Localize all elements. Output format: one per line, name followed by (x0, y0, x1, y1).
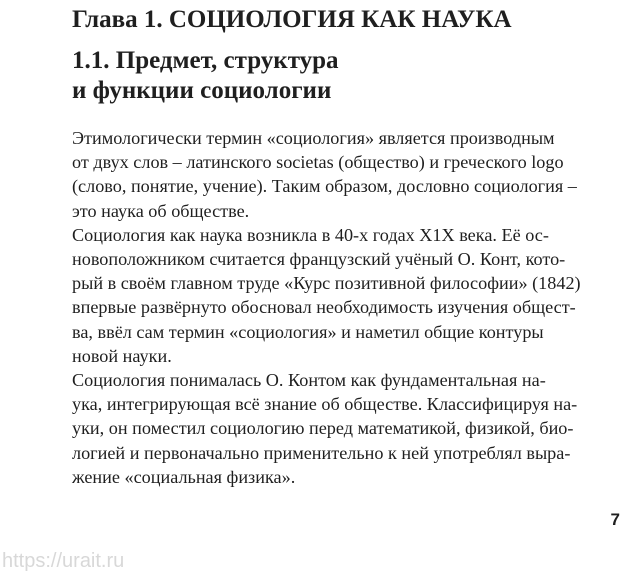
text-line: рый в своём главном труде «Курс позитивной философии» (1842) (72, 273, 581, 294)
text-line: это наука об обществе. (72, 200, 250, 221)
text-line: впервые развёрнуто обосновал необходимость изучения общест- (72, 297, 576, 318)
text-line: новоположником считается французский учёный О. Конт, кото- (72, 249, 566, 270)
text-line: Этимологически термин «социология» является производным (72, 128, 555, 148)
body-text (72, 126, 627, 489)
text-line: новой науки. (72, 345, 172, 366)
chapter-title: Глава 1. СОЦИОЛОГИЯ КАК НАУКА (72, 6, 512, 33)
paragraph-history (72, 223, 627, 368)
text-line: Социология как наука возникла в 40-х годах Х1Х века. Её ос- (72, 224, 549, 245)
section-title (72, 46, 339, 106)
paragraph-comte (72, 368, 627, 489)
text-line: от двух слов – латинского societas (общество) и греческого logo (72, 152, 564, 173)
text-line: Социология понималась О. Контом как фундаментальная на- (72, 370, 546, 391)
paragraph-etymology (72, 126, 627, 223)
section-title-line-1: 1.1. Предмет, структура (72, 47, 339, 74)
watermark-url: https://urait.ru (2, 550, 125, 572)
page-number: 7 (610, 510, 620, 529)
text-line: ука, интегрирующая всё знание об обществе. Классифицируя на- (72, 394, 578, 415)
text-line: ва, ввёл сам термин «социология» и наметил общие контуры (72, 321, 544, 342)
text-line: логией и первоначально применительно к ней употреблял выра- (72, 442, 571, 463)
section-title-line-2: и функции социологии (72, 77, 332, 104)
text-line: уки, он поместил социологию перед математикой, физикой, био- (72, 418, 574, 439)
text-line: жение «социальная физика». (72, 466, 296, 487)
text-line: (слово, понятие, учение). Таким образом, дословно социология – (72, 176, 577, 197)
